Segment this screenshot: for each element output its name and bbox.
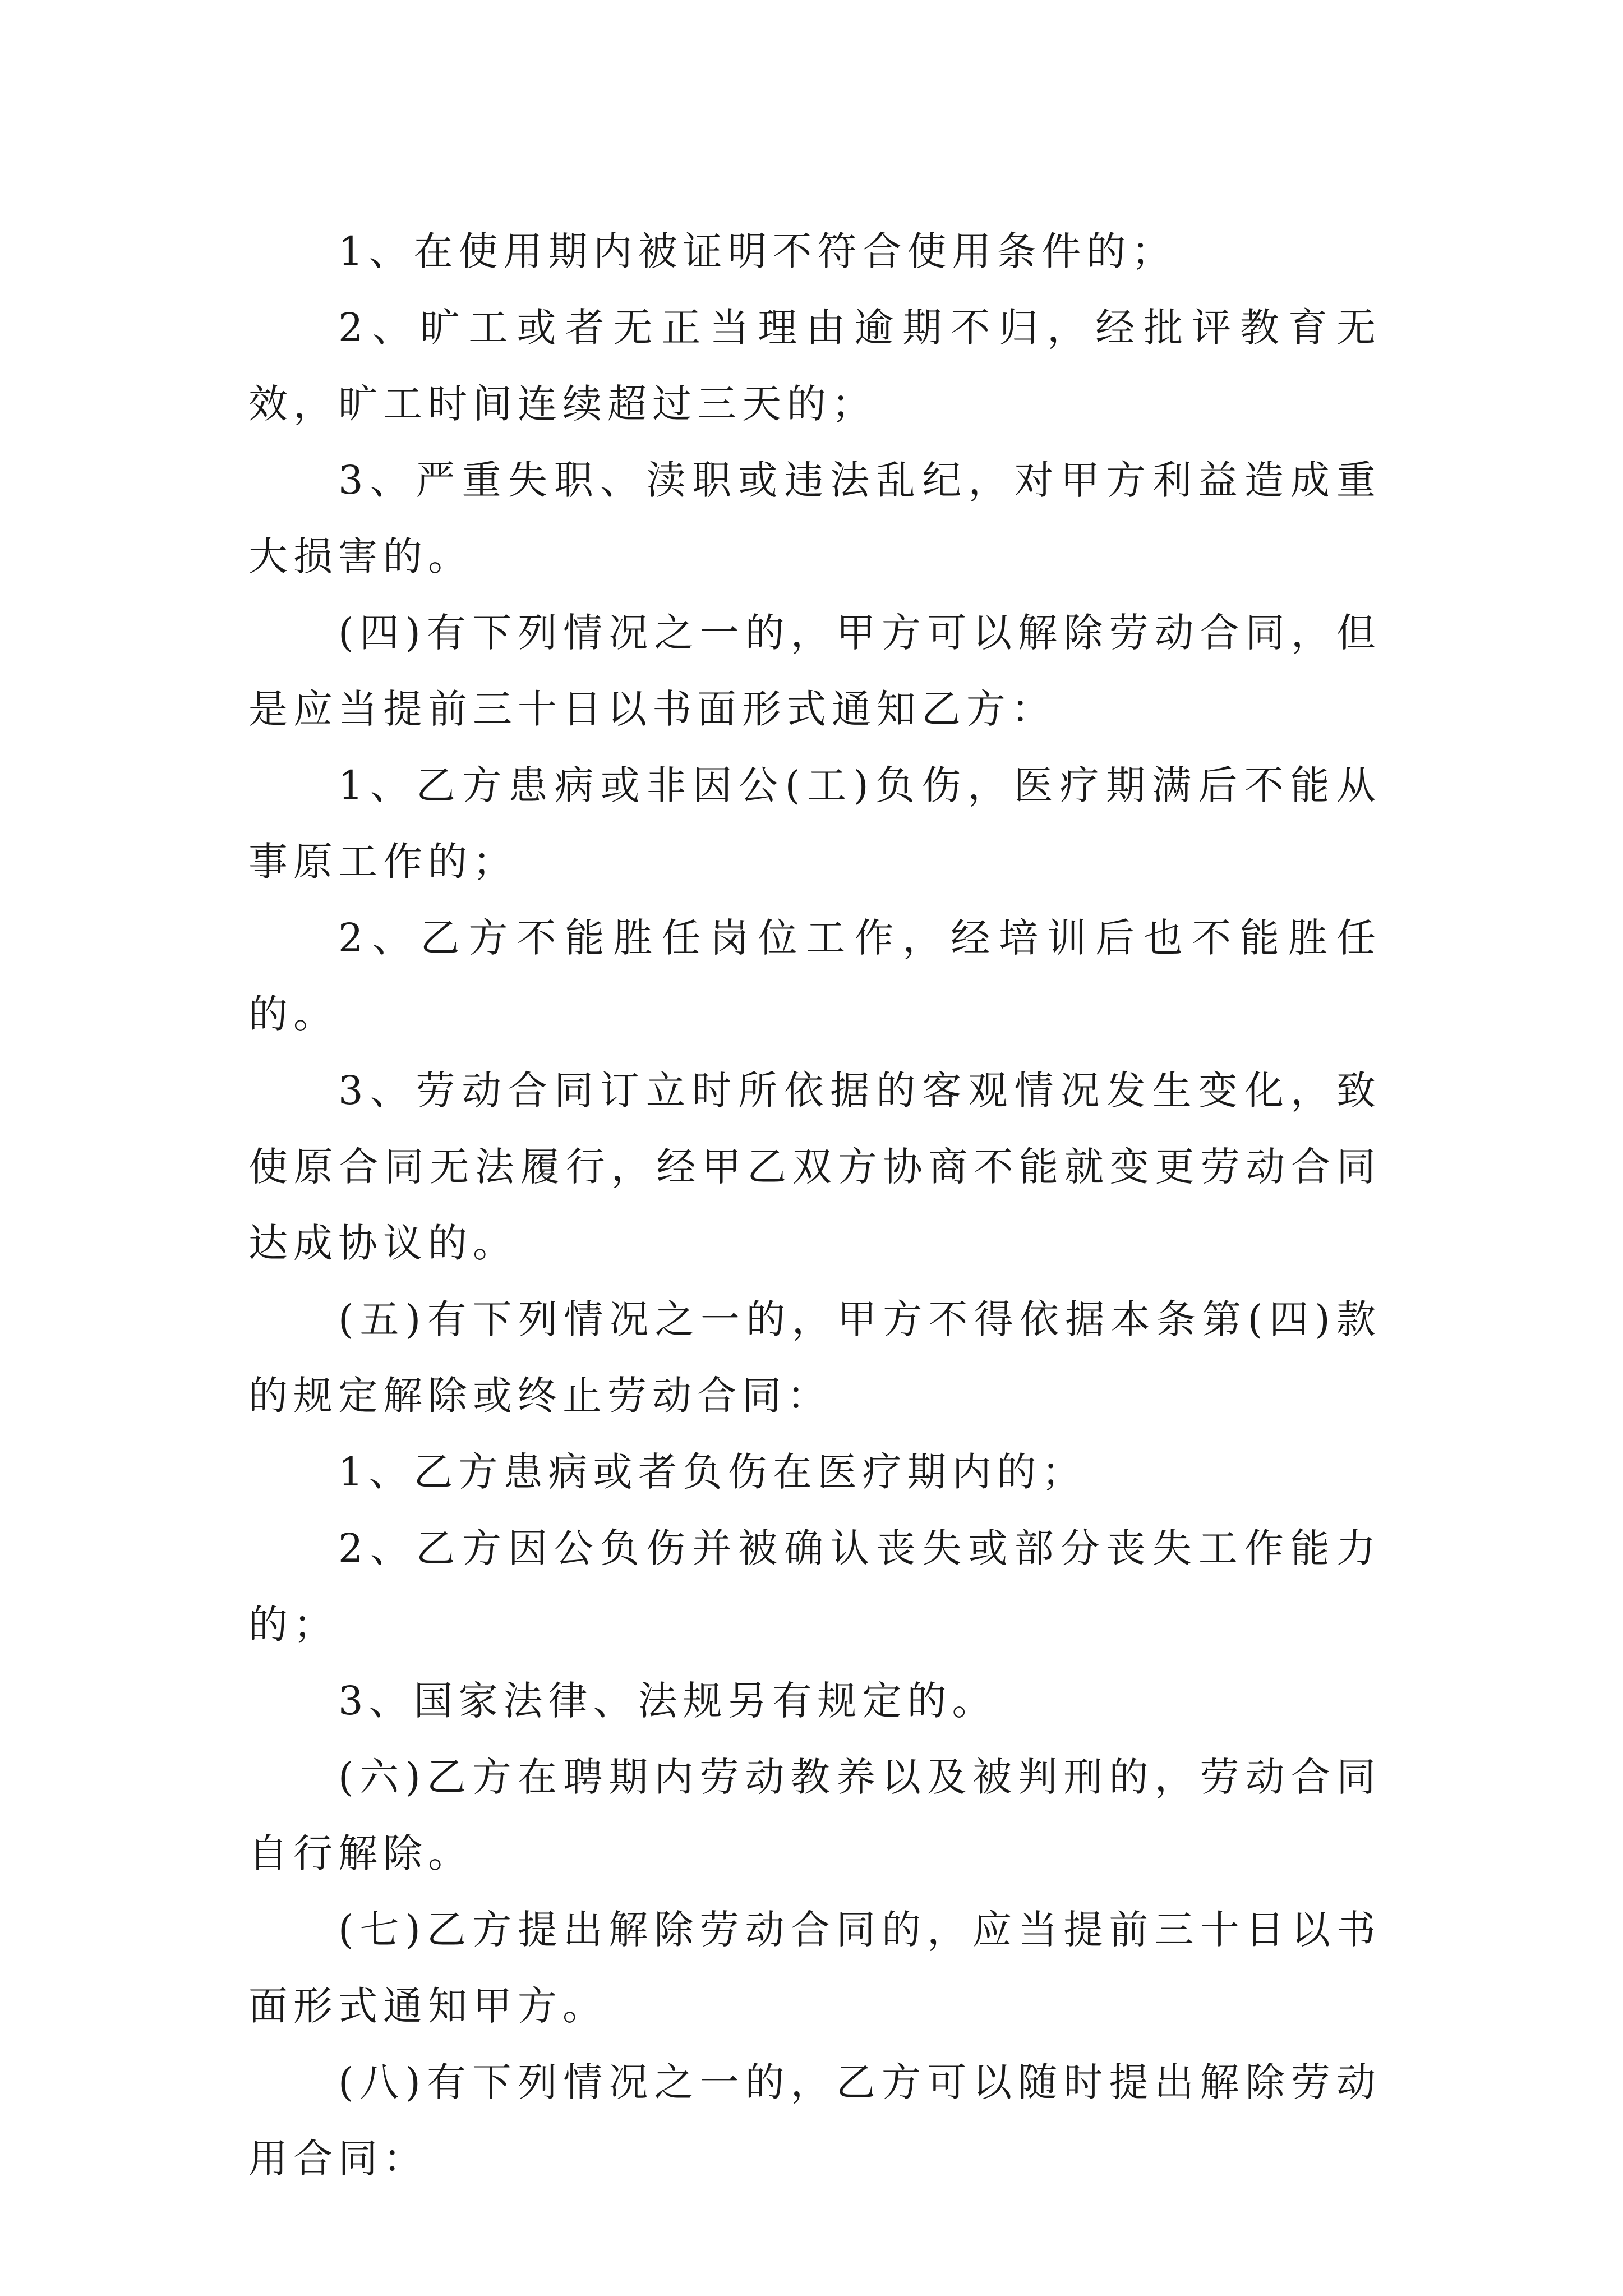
paragraph: 3、国家法律、法规另有规定的。: [338, 1678, 997, 1724]
paragraph: 2、旷工或者无正当理由逾期不归，经批评教育无效，旷工时间连续超过三天的；: [248, 305, 1381, 427]
paragraph: (八)有下列情况之一的，乙方可以随时提出解除劳动用合同：: [248, 2059, 1381, 2182]
paragraph: (六)乙方在聘期内劳动教养以及被判刑的，劳动合同自行解除。: [248, 1754, 1381, 1876]
paragraph: 2、乙方不能胜任岗位工作，经培训后也不能胜任的。: [248, 915, 1381, 1037]
paragraph: (五)有下列情况之一的，甲方不得依据本条第(四)款的规定解除或终止劳动合同：: [248, 1296, 1381, 1419]
paragraph: 1、乙方患病或非因公(工)负伤，医疗期满后不能从事原工作的；: [248, 762, 1381, 885]
paragraph: 3、严重失职、渎职或违法乱纪，对甲方利益造成重大损害的。: [248, 457, 1381, 579]
paragraph: 1、乙方患病或者负伤在医疗期内的；: [338, 1449, 1087, 1495]
paragraph: 3、劳动合同订立时所依据的客观情况发生变化，致使原合同无法履行，经甲乙双方协商不能就变更劳动合同达成协议的。: [248, 1068, 1381, 1266]
paragraph: 1、在使用期内被证明不符合使用条件的；: [338, 228, 1177, 274]
paragraph: (七)乙方提出解除劳动合同的，应当提前三十日以书面形式通知甲方。: [248, 1907, 1381, 2029]
document-body: [248, 213, 1381, 2197]
paragraph: 2、乙方因公负伤并被确认丧失或部分丧失工作能力的；: [248, 1525, 1381, 1648]
paragraph: (四)有下列情况之一的，甲方可以解除劳动合同，但是应当提前三十日以书面形式通知乙方：: [248, 610, 1381, 732]
